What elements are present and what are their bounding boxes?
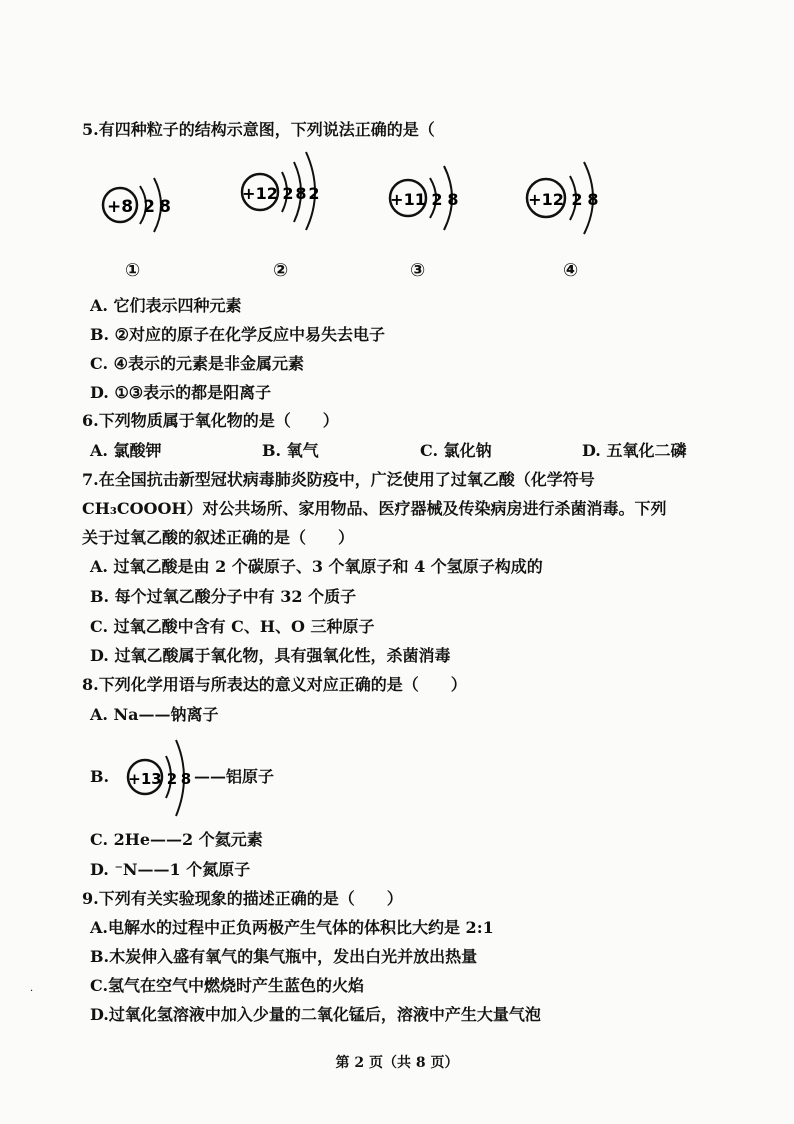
q6-option-b: B. 氧气 — [262, 441, 319, 460]
atom-1-shell-1: 2 — [143, 197, 155, 217]
q9-option-c: C.氢气在空气中燃烧时产生蓝色的火焰 — [90, 976, 365, 995]
q7-stem-line-1: 7.在全国抗击新型冠状病毒肺炎防疫中，广泛使用了过氧乙酸（化学符号 — [82, 470, 595, 489]
atom-2-label: ② — [273, 260, 289, 281]
q9-stem: 9.下列有关实验现象的描述正确的是（ ） — [82, 889, 403, 908]
atom-diagram-3 — [384, 160, 494, 235]
atom-3-shell-2: 8 — [447, 190, 459, 209]
atom-4-shell-2: 8 — [587, 190, 599, 209]
atom-diagram-4 — [520, 158, 630, 236]
q8-stem: 8.下列化学用语与所表达的意义对应正确的是（ ） — [82, 675, 467, 694]
q5-option-c: C. ④表示的元素是非金属元素 — [90, 354, 304, 373]
atom-1-label: ① — [125, 260, 141, 281]
q6-option-d: D. 五氧化二磷 — [582, 441, 687, 460]
atom-1-shell-2: 8 — [159, 197, 171, 217]
atom-2-shell-2: 8 — [295, 184, 307, 203]
atom-2-shell-1: 2 — [282, 184, 294, 203]
atom-3-nucleus: +11 — [390, 190, 426, 209]
atom-3-shell-1: 2 — [431, 190, 443, 209]
atom-2-nucleus: +12 — [242, 184, 278, 203]
q7-option-c: C. 过氧乙酸中含有 C、H、O 三种原子 — [90, 617, 375, 636]
atom-4-label: ④ — [563, 260, 579, 281]
q7-stem-line-2: CH₃COOOH）对公共场所、家用物品、医疗器械及传染病房进行杀菌消毒。下列 — [82, 499, 667, 518]
atom-1-nucleus: +8 — [106, 197, 134, 217]
q6-stem: 6.下列物质属于氧化物的是（ ） — [82, 411, 339, 430]
q8-option-b-text: ——铝原子 — [194, 767, 275, 786]
q8-option-a: A. Na——钠离子 — [90, 705, 219, 724]
page-footer: 第 2 页（共 8 页） — [335, 1055, 459, 1071]
atom-diagram-2 — [236, 150, 346, 230]
q6-option-c: C. 氯化钠 — [420, 441, 492, 460]
atom-3-label: ③ — [410, 260, 426, 281]
atom-4-shell-1: 2 — [571, 190, 583, 209]
atom-diagram-1 — [100, 172, 210, 242]
q8-atom-nucleus: +13 — [128, 770, 162, 788]
q7-option-d: D. 过氧乙酸属于氧化物，具有强氧化性，杀菌消毒 — [90, 646, 451, 665]
atom-4-nucleus: +12 — [528, 190, 564, 209]
q5-option-b: B. ②对应的原子在化学反应中易失去电子 — [90, 325, 386, 344]
q5-option-d: D. ①③表示的都是阳离子 — [90, 383, 272, 402]
scan-speck: · — [30, 986, 34, 997]
q8-option-d: D. ⁻N——1 个氮原子 — [90, 860, 251, 879]
q7-option-b: B. 每个过氧乙酸分子中有 32 个质子 — [90, 587, 357, 606]
q8-atom-shell-1: 2 — [166, 770, 178, 788]
q7-option-a: A. 过氧乙酸是由 2 个碳原子、3 个氧原子和 4 个氢原子构成的 — [90, 557, 543, 576]
q7-stem-line-3: 关于过氧乙酸的叙述正确的是（ ） — [82, 528, 355, 547]
q5-option-a: A. 它们表示四种元素 — [90, 296, 242, 315]
q5-stem: 5.有四种粒子的结构示意图，下列说法正确的是（ — [82, 120, 435, 139]
q9-option-d: D.过氧化氢溶液中加入少量的二氧化锰后，溶液中产生大量气泡 — [90, 1005, 541, 1024]
q9-option-a: A.电解水的过程中正负两极产生气体的体积比大约是 2:1 — [90, 918, 494, 937]
q8-atom-diagram — [124, 738, 204, 818]
q8-option-c: C. 2He——2 个氦元素 — [90, 830, 263, 849]
q8-option-b-label: B. — [90, 767, 110, 786]
q6-option-a: A. 氯酸钾 — [90, 441, 162, 460]
q8-atom-shell-2: 8 — [180, 770, 192, 788]
q9-option-b: B.木炭伸入盛有氧气的集气瓶中，发出白光并放出热量 — [90, 947, 478, 966]
atom-2-shell-3: 2 — [308, 184, 320, 203]
